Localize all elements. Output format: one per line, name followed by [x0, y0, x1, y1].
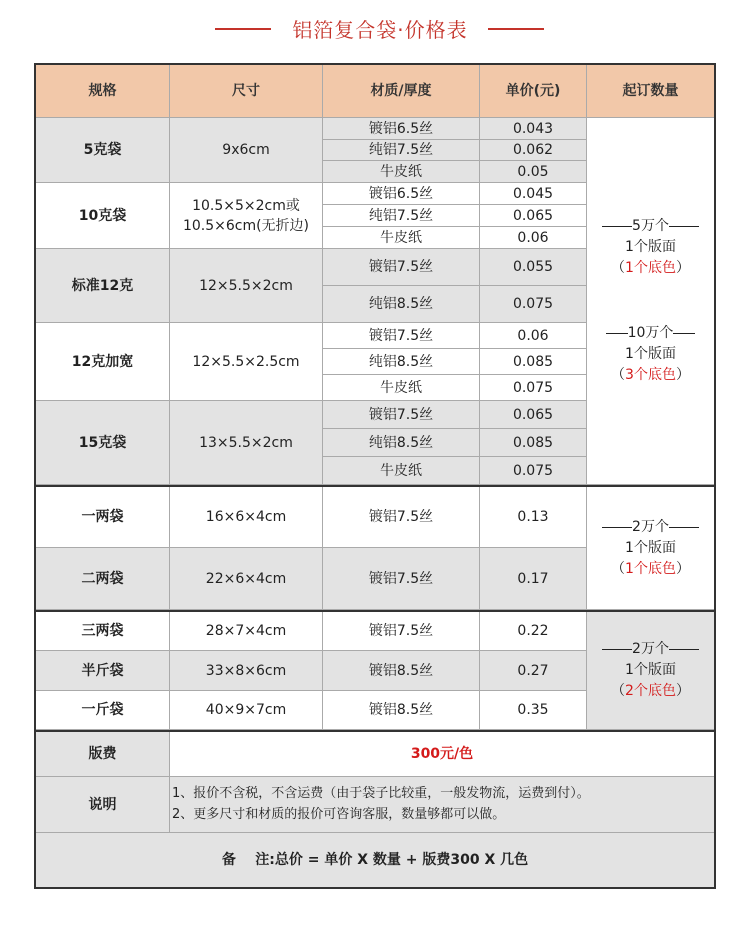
price-cell: 0.05 — [480, 161, 587, 183]
spec-cell: 半斤袋 — [36, 651, 170, 691]
price-cell: 0.062 — [480, 140, 587, 161]
price-cell: 0.075 — [480, 375, 587, 401]
header-spec: 规格 — [36, 65, 170, 118]
moq-qty: 5万个 — [632, 217, 669, 234]
header-material: 材质/厚度 — [323, 65, 480, 118]
paren-close: ） — [675, 560, 690, 577]
moq-qty-line — [602, 639, 699, 660]
material-cell: 牛皮纸 — [323, 227, 480, 249]
spec-cell: 10克袋 — [36, 183, 170, 249]
paren-close: ） — [675, 259, 690, 276]
dash-rule — [602, 527, 632, 528]
moq-block-b — [587, 321, 714, 387]
size-cell: 22×6×4cm — [170, 548, 323, 610]
paren-open: （ — [611, 259, 626, 276]
remark-formula: 备 注:总价 = 单价 X 数量 + 版费300 X 几色 — [36, 833, 714, 887]
material-cell: 牛皮纸 — [323, 161, 480, 183]
dash-rule — [669, 226, 699, 227]
plate-fee-value: 300元/色 — [170, 732, 714, 777]
title-left-rule — [215, 28, 271, 30]
price-cell: 0.055 — [480, 249, 587, 286]
moq-column — [587, 118, 714, 485]
material-cell: 镀铝8.5丝 — [323, 651, 480, 691]
dash-rule — [602, 226, 632, 227]
material-cell: 镀铝7.5丝 — [323, 612, 480, 651]
size-line: 10.5×6cm(无折边) — [182, 217, 310, 234]
paren-close: ） — [675, 366, 690, 383]
material-cell: 镀铝8.5丝 — [323, 691, 480, 730]
material-cell: 纯铝7.5丝 — [323, 205, 480, 227]
material-cell: 纯铝7.5丝 — [323, 140, 480, 161]
material-cell: 镀铝7.5丝 — [323, 249, 480, 286]
header-size: 尺寸 — [170, 65, 323, 118]
price-cell: 0.06 — [480, 323, 587, 349]
header-price: 单价(元) — [480, 65, 587, 118]
moq-qty: 10万个 — [627, 324, 674, 341]
price-cell: 0.17 — [480, 548, 587, 610]
plate-fee-label: 版费 — [36, 732, 170, 777]
dash-rule — [602, 649, 632, 650]
price-table — [34, 63, 716, 889]
material-cell: 镀铝7.5丝 — [323, 323, 480, 349]
material-cell: 镀铝7.5丝 — [323, 401, 480, 429]
note-line: 1、报价不含税，不含运费（由于袋子比较重，一般发物流，运费到付）。 — [172, 786, 590, 801]
material-cell: 镀铝6.5丝 — [323, 183, 480, 205]
title-right-rule — [488, 28, 544, 30]
price-cell: 0.065 — [480, 205, 587, 227]
material-cell: 镀铝7.5丝 — [323, 548, 480, 610]
price-cell: 0.075 — [480, 286, 587, 323]
size-cell: 12×5.5×2cm — [170, 249, 323, 323]
price-cell: 0.043 — [480, 118, 587, 140]
material-cell: 纯铝8.5丝 — [323, 286, 480, 323]
paren-close: ） — [675, 683, 690, 699]
spec-cell: 三两袋 — [36, 612, 170, 651]
size-cell: 12×5.5×2.5cm — [170, 323, 323, 401]
moq-block-a — [587, 213, 714, 281]
dash-rule — [606, 333, 628, 334]
moq-block-d — [587, 612, 714, 730]
paren-open: （ — [611, 366, 626, 383]
material-cell: 纯铝8.5丝 — [323, 349, 480, 375]
moq-color: 3个底色 — [625, 366, 676, 383]
moq-qty-line — [606, 323, 696, 344]
spec-cell: 一斤袋 — [36, 691, 170, 730]
size-cell: 40×9×7cm — [170, 691, 323, 730]
dash-rule — [669, 649, 699, 650]
moq-color-line — [611, 365, 690, 386]
moq-plate: 1个版面 — [625, 539, 676, 556]
header-moq: 起订数量 — [587, 65, 714, 118]
dash-rule — [673, 333, 695, 334]
material-cell: 镀铝6.5丝 — [323, 118, 480, 140]
moq-plate: 1个版面 — [625, 345, 676, 362]
price-cell: 0.06 — [480, 227, 587, 249]
price-table-grid — [36, 65, 714, 887]
notes-label: 说明 — [36, 777, 170, 833]
material-cell: 镀铝7.5丝 — [323, 487, 480, 548]
material-cell: 纯铝8.5丝 — [323, 429, 480, 457]
spec-cell: 15克袋 — [36, 401, 170, 485]
moq-qty: 2万个 — [632, 641, 669, 657]
price-cell: 0.35 — [480, 691, 587, 730]
price-cell: 0.13 — [480, 487, 587, 548]
price-cell: 0.27 — [480, 651, 587, 691]
size-cell: 16×6×4cm — [170, 487, 323, 548]
note-line: 2、更多尺寸和材质的报价可咨询客服，数量够都可以做。 — [172, 807, 506, 822]
price-cell: 0.22 — [480, 612, 587, 651]
price-cell: 0.075 — [480, 457, 587, 485]
material-cell: 牛皮纸 — [323, 457, 480, 485]
moq-color: 1个底色 — [625, 560, 676, 577]
spec-cell: 12克加宽 — [36, 323, 170, 401]
spec-cell: 二两袋 — [36, 548, 170, 610]
spec-cell: 标准12克 — [36, 249, 170, 323]
moq-plate: 1个版面 — [625, 238, 676, 255]
moq-color-line — [611, 559, 690, 580]
size-line: 10.5×5×2cm或 — [192, 197, 300, 214]
paren-open: （ — [611, 560, 626, 577]
moq-color: 1个底色 — [625, 259, 676, 276]
moq-qty-line — [602, 517, 699, 538]
spec-cell: 5克袋 — [36, 118, 170, 183]
size-cell — [170, 183, 323, 249]
moq-qty: 2万个 — [632, 518, 669, 535]
size-cell: 33×8×6cm — [170, 651, 323, 691]
title-bar — [0, 12, 750, 46]
price-cell: 0.085 — [480, 429, 587, 457]
page-title: 铝箔复合袋·价格表 — [292, 18, 468, 42]
price-cell: 0.085 — [480, 349, 587, 375]
moq-color: 2个底色 — [625, 683, 676, 699]
paren-open: （ — [611, 683, 626, 699]
moq-color-line — [611, 681, 690, 702]
size-cell: 13×5.5×2cm — [170, 401, 323, 485]
moq-block-c — [587, 487, 714, 610]
dash-rule — [669, 527, 699, 528]
size-cell: 28×7×4cm — [170, 612, 323, 651]
price-cell: 0.065 — [480, 401, 587, 429]
material-cell: 牛皮纸 — [323, 375, 480, 401]
moq-color-line — [611, 258, 690, 279]
spec-cell: 一两袋 — [36, 487, 170, 548]
notes-text — [170, 777, 714, 833]
price-cell: 0.045 — [480, 183, 587, 205]
moq-qty-line — [602, 216, 699, 237]
moq-plate: 1个版面 — [625, 662, 676, 678]
size-cell: 9x6cm — [170, 118, 323, 183]
